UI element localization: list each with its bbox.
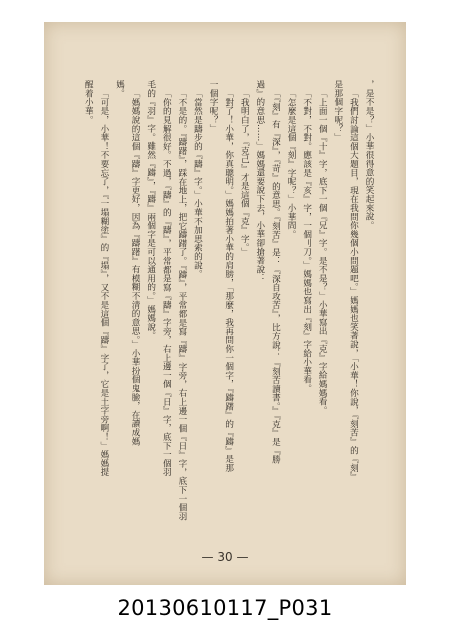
text-line: 「當然是躊步的『躊』字。」小華不加思索的說。 [192,88,203,278]
text-line: 媽。 [114,80,125,98]
image-caption: 20130610117_P031 [117,596,333,620]
text-line: 「不對，不對。應該是『亥』字，一個刂刀。」媽媽也寫出『刻』字給小華看。 [301,88,312,393]
text-line: 「媽媽說的這個『躊』字更好，因為『躊躇』有模糊不清的意思。」小華扮個鬼臉，在讀成媽 [130,88,141,446]
text-line: 「你的見解很好。不過，『躊』的『躊』，平常都是寫『躊』字旁，右上邊一個『日』字，底下一個羽 [161,88,172,476]
text-line: 「對了！小華，你真聰明。」媽媽拍著小華的肩膀，「那麼，我再問你一個字，『躊躇』的『躊』是那 [223,88,234,472]
text-line: 一個字呢？」 [208,80,219,133]
text-line: ，是不是？」小華很得意的笑起來說。 [364,80,374,230]
text-line: 「我們討論這個大題目，現在我問你幾個小問題吧。」媽媽也笑著說，「小華！你說，『刻苦』的『刻』 [348,88,359,481]
text-line: 過』的意思……」媽媽還要說下去，小華卻搶著說： [254,80,265,283]
scanned-page [44,22,406,585]
text-line: 「可是，小華！不要忘了，『一塌糊塗』的『塌』，又不是這個『躊』字了，它是土字旁啊！」媽媽提 [98,88,109,476]
text-line: 醒着小華。 [83,80,94,124]
text-line: 「不是的。『躊躇』，踩在地上，把它躊躇了。『躊』，平常都是寫『躊』字旁，右上邊一個『日』字，底下一個羽 [176,88,187,521]
text-line: 毛的『羽』字。雖然『躊』，『躊』兩個字是可以通用的。」媽媽說。 [145,80,156,340]
body-text [68,80,376,529]
text-line: 「我明白了，『克己』才是這個『克』字。」 [239,88,250,256]
page-number: — 30 — [201,550,249,564]
text-line: 「上面一個『十』字，底下一個『兄』字。是不是？」小華寫出『克』字給媽媽看。 [317,88,328,415]
text-line: 是那個字呢？」 [332,80,343,142]
text-line: 「『刻』有『深』，『苛』的意思。『刻苦』是：『深自攻苦』，比方說：『刻苦讀書。』『克』是『勝 [270,88,281,464]
text-line: 「怎麼是這個『刻』字呢？」小華問。 [286,88,297,239]
